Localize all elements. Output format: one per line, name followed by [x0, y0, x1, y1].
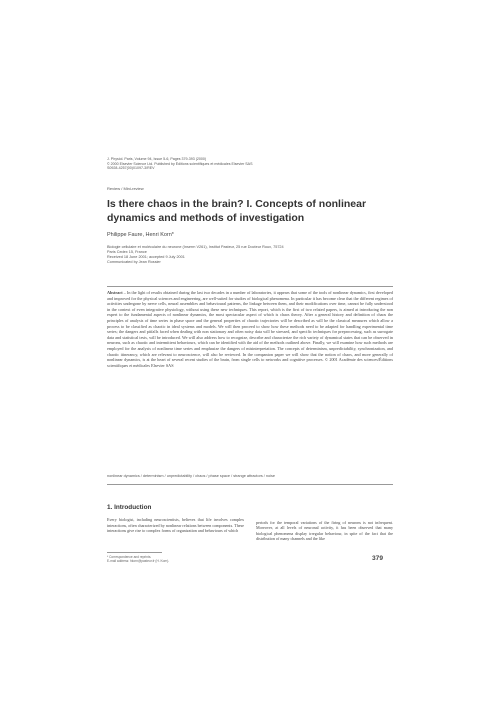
- section-label: Review / Mini-review: [107, 186, 144, 191]
- intro-left-column: [107, 505, 244, 534]
- footnote: [107, 555, 247, 563]
- communicated-by: Communicated by Jean Rossier: [107, 260, 161, 264]
- abstract-bottom-rule: [107, 484, 393, 485]
- intro-right-column: [256, 520, 393, 542]
- journal-reference: [107, 157, 407, 171]
- keywords: nonlinear dynamics / determinism / unpredictability / chaos / phase space / strange attractors / noise: [107, 474, 275, 478]
- journal-ref-line: J. Physiol. Paris, Volume 94, Issue 5-6, Pages 379-393 (2000): [107, 157, 207, 161]
- intro-right-text: periods for the temporal variations of the firing of neurons is not infrequent. Moreover, at all levels of neuronal activity, it has been observed that many biological phenomena display irregular behaviour, in spite of the fact that the distribution of many channels and the like: [256, 520, 393, 542]
- received-dates: Received 18 June 2001; accepted 9 July 2001: [107, 255, 185, 259]
- intro-heading: 1. Introduction: [107, 504, 152, 511]
- footnote-rule: [107, 552, 162, 553]
- abstract-label: Abstract: [107, 290, 123, 295]
- abstract-top-rule: [107, 286, 393, 287]
- page-number: 379: [372, 555, 384, 562]
- footnote-line: E-mail address: hkorn@pasteur.fr (H. Korn).: [107, 559, 170, 564]
- abstract: [107, 290, 393, 368]
- journal-ref-line: © 2000 Elsevier Science Ltd. Published by Éditions scientifiques et médicales Elsevier SAS: [107, 161, 253, 166]
- affiliation-line: Biologie cellulaire et moléculaire du neurone (Inserm V261), Institut Pasteur, 25 rue Docteur Roux, 75724: [107, 245, 284, 249]
- authors: Philippe Faure, Henri Korn*: [107, 232, 174, 238]
- journal-ref-line: S0928-4257(00)01097-3/REV: [107, 166, 155, 171]
- affiliation: [107, 245, 397, 265]
- footnote-line: * Correspondence and reprints.: [107, 555, 152, 559]
- paper-title: Is there chaos in the brain? I. Concepts of nonlinear dynamics and methods of investigation: [107, 198, 367, 224]
- affiliation-line: Paris Cedex 15, France: [107, 250, 147, 254]
- abstract-text: – In the light of results obtained during the last two decades in a number of laboratories, it appears that some of the tools of nonlinear dynamics, first developed and improved for the physical sciences and engineering, are well-suited for studies of biological phenomena. In particular it has become clear that the different regimes of activities undergone by nerve cells, neural assemblies and behavioural patterns, the linkage between them, and their modifications over time, cannot be fully understood in the context of even integrative physiology, without using these new techniques. This report, which is the first of two related papers, is aimed at introducing the non expert to the fundamental aspects of nonlinear dynamics, the most spectacular aspect of which is chaos theory. After a general history and definition of chaos the principles of analysis of time series in phase space and the general properties of chaotic trajectories will be described as will be the classical measures which allow a process to be classified as chaotic in ideal systems and models. We will then proceed to show how these methods need to be adapted for handling experimental time series; the dangers and pitfalls faced when dealing with non stationary and often noisy data will be stressed, and specific techniques for preprocessing, such as surrogate data and statistical tests, will be introduced. We will also address how to recognize, describe and characterize the rich variety of dynamical states that can be observed in neurons, such as chaotic and intermittent behaviours, which can be identified with the aid of the methods outlined above. Finally, we will examine how such methods are employed for the analysis of nonlinear time series and emphasize the dangers of misinterpretation. The concepts of determinism, unpredictability, synchronization, and chaotic itinerancy, which are relevant to neuroscience, will also be reviewed. In the companion paper we will show that the notion of chaos, and more generally of nonlinear dynamics, is at the heart of several recent studies of the brain, from single cells to networks and cognitive processes. © 2001 Académie des sciences/Éditions scientifiques et médicales Elsevier SAS: [107, 290, 394, 368]
- intro-left-text: Every biologist, including neuroscientists, believes that life involves complex interactions, often characterized by nonlinear relations between components. These interactions give rise to complex forms of organization and behaviours of which: [107, 517, 244, 534]
